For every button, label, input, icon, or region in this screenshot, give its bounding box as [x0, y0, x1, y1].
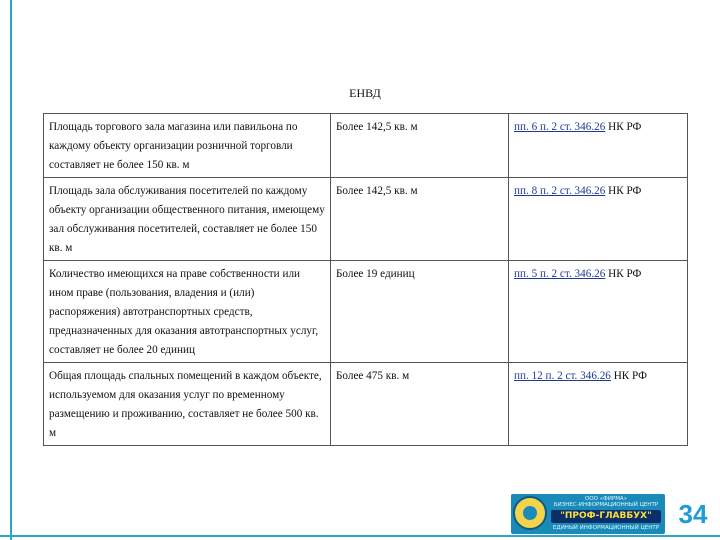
- reference-cell: [509, 178, 688, 261]
- condition-cell: Площадь зала обслуживания посетителей по каждому объекту организации общественного питания, имеющему зал обслуживания посетителей, составляет не более 150 кв. м: [44, 178, 331, 261]
- law-reference-link[interactable]: пп. 6 п. 2 ст. 346.26: [514, 121, 606, 133]
- page-title: ЕНВД: [349, 86, 381, 100]
- value-cell: Более 475 кв. м: [331, 363, 509, 446]
- condition-cell: Площадь торгового зала магазина или павильона по каждому объекту организации розничной торговли составляет не более 150 кв. м: [44, 114, 331, 178]
- value-cell: Более 142,5 кв. м: [331, 178, 509, 261]
- table-row: [44, 114, 688, 178]
- logo-brand-name: "ПРОФ-ГЛАВБУХ": [551, 510, 661, 523]
- law-reference-suffix: НК РФ: [610, 370, 647, 382]
- reference-cell: [509, 363, 688, 446]
- value-cell: Более 19 единиц: [331, 261, 509, 363]
- table-row: [44, 178, 688, 261]
- logo-line-4: ЕДИНЫЙ ИНФОРМАЦИОННЫЙ ЦЕНТР: [552, 525, 660, 531]
- logo-line-1: ООО «ФИРМА»: [584, 496, 628, 502]
- left-accent-rule: [10, 0, 12, 540]
- reference-cell: [509, 261, 688, 363]
- page-number: 34: [678, 499, 708, 529]
- company-logo: [511, 494, 665, 534]
- condition-cell: Общая площадь спальных помещений в каждом объекте, используемом для оказания услуг по временному размещению и проживанию, составляет не более 500 кв. м: [44, 363, 331, 446]
- table-row: [44, 261, 688, 363]
- condition-cell: Количество имеющихся на праве собственности или ином праве (пользования, владения и (или) распоряжения) автотранспортных средств, предназначенных для оказания автотранспортных услуг, составляет не более 20 единиц: [44, 261, 331, 363]
- law-reference-suffix: НК РФ: [605, 268, 642, 280]
- envd-conditions-table: [43, 113, 688, 446]
- law-reference-suffix: НК РФ: [605, 121, 642, 133]
- law-reference-link[interactable]: пп. 8 п. 2 ст. 346.26: [514, 185, 606, 197]
- reference-cell: [509, 114, 688, 178]
- table-row: [44, 363, 688, 446]
- bottom-accent-rule: [0, 535, 720, 537]
- law-reference-suffix: НК РФ: [605, 185, 642, 197]
- law-reference-link[interactable]: пп. 5 п. 2 ст. 346.26: [514, 268, 606, 280]
- emblem-icon: [513, 496, 547, 530]
- law-reference-link[interactable]: пп. 12 п. 2 ст. 346.26: [514, 370, 611, 382]
- logo-line-2: БИЗНЕС-ИНФОРМАЦИОННЫЙ ЦЕНТР: [553, 502, 659, 508]
- value-cell: Более 142,5 кв. м: [331, 114, 509, 178]
